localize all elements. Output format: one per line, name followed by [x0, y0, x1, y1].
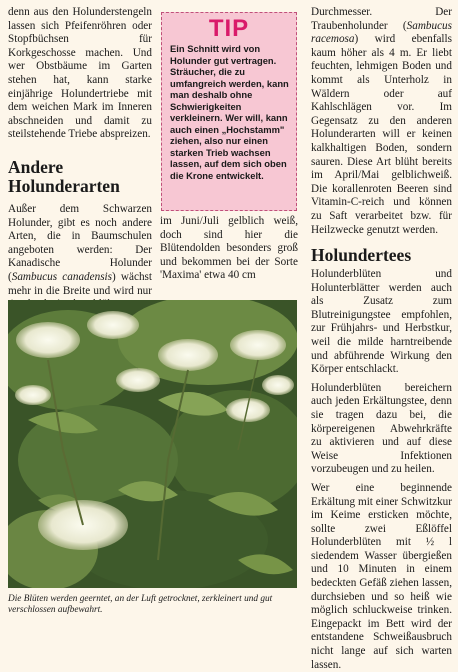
intro-paragraph: denn aus den Holunderstengeln lassen sich Pfeifenröhren oder Stopfbüchsen für Korkgeschosse machen. Und wer Obstbäume im Garten stehen hat, kann starke einjährige Holundertriebe mit dem weichen Mark im Inneren abschneiden und damit zu steilstehende Triebe abspreizen.: [8, 6, 152, 141]
andere-text-a: Außer dem Schwarzen Holunder, gibt es noch andere Arten, die in Baumschulen angeboten werden: Der Kanadische Holunder (: [8, 203, 152, 283]
heading-andere-holunderarten: Andere Holunderarten: [8, 157, 120, 196]
column-3-traubenholunder: [311, 6, 452, 237]
latin-sambucus-racemosa: Sambucus racemosa: [311, 19, 452, 46]
traubenholunder-text-a: Durchmesser. Der Traubenholunder (: [311, 6, 452, 32]
tees-paragraph-3: Wer eine beginnende Erkältung mit einer Schwitzkur im Keime ersticken möchte, sollte zwei Eßlöffel Holunderblüten mit ½ l siedendem Wasser übergießen und 10 Minuten in einem bedeckten Gefäß ziehen lassen, durchsieben und so heiß wie möglich schluckweise trinken. Eingepackt im Bett wird der entstandene Schweißausbruch nicht lange auf sich warten lassen.: [311, 481, 452, 671]
heading-holundertees: Holundertees: [311, 245, 412, 265]
latin-sambucus-canadensis: Sambucus canadensis: [11, 270, 113, 283]
traubenholunder-paragraph: [311, 6, 452, 237]
tees-paragraph-1: Holunderblüten und Holunterblätter werden auch als Zusatz zum Blutreinigungstee empfohlen, zur Frühjahrs- und Herbstkur, weil die milde harntreibende und abführende Wirkung den Körper entschlackt.: [311, 268, 452, 376]
tip-title: TIP: [208, 15, 250, 42]
tees-paragraph-2: Holunderblüten bereichern auch jeden Erkältungstee, denn sie tragen dazu bei, die körpereigenen Abwehrkräfte zu aktivieren und auf diese Weise Infektionen vorzubeugen und zu heilen.: [311, 381, 452, 476]
column-3-holundertees: [311, 268, 452, 672]
photo-caption: Die Blüten werden geerntet, an der Luft getrocknet, zerkleinert und gut verschlossen aufbewahrt.: [8, 594, 273, 616]
column-1-intro: [8, 6, 152, 142]
andere-text-b: ) wächst mehr in die Breite und wird nur: [8, 270, 152, 297]
column-1-andere: [8, 203, 152, 312]
andere-paragraph: [8, 203, 152, 312]
column-2-paragraph: im Juni/Juli gelblich weiß, doch sind hier die Blütendolden besonders groß und bekommen bei der Sorte 'Maxima' etwa 40 cm: [160, 215, 298, 282]
elderflower-photo: [8, 300, 297, 588]
tip-text: Ein Schnitt wird von Holunder gut vertragen. Sträucher, die zu umfangreich werden, kann man deshalb ohne Schwierigkeiten verkleinern. Wer will, kann auch einen „Hochstamm" ziehen, also nur einen starken Trieb wachsen lassen, auf dem sich oben die Krone entwickelt.: [170, 43, 289, 181]
traubenholunder-text-b: ) wird ebenfalls kaum höher als 4 m. Er liebt feuchten, lehmigen Boden und kommt als Unterholz in Wäldern oder auf Kahlschlägen vor. Im Gegensatz zu den anderen Holunderarten will er keinen kalkhaltigen Boden, sondern sauren. Diese Art blüht bereits im April/Mai gelblichweiß. Die korallenroten Beeren sind Vitamin-C-reich und können zu Saft verarbeitet bzw. für Heilzwecke genutzt werden.: [311, 33, 452, 236]
column-2-text: [160, 215, 298, 283]
elderflower-photo-illustration: [8, 300, 297, 588]
tip-box: [161, 12, 297, 211]
